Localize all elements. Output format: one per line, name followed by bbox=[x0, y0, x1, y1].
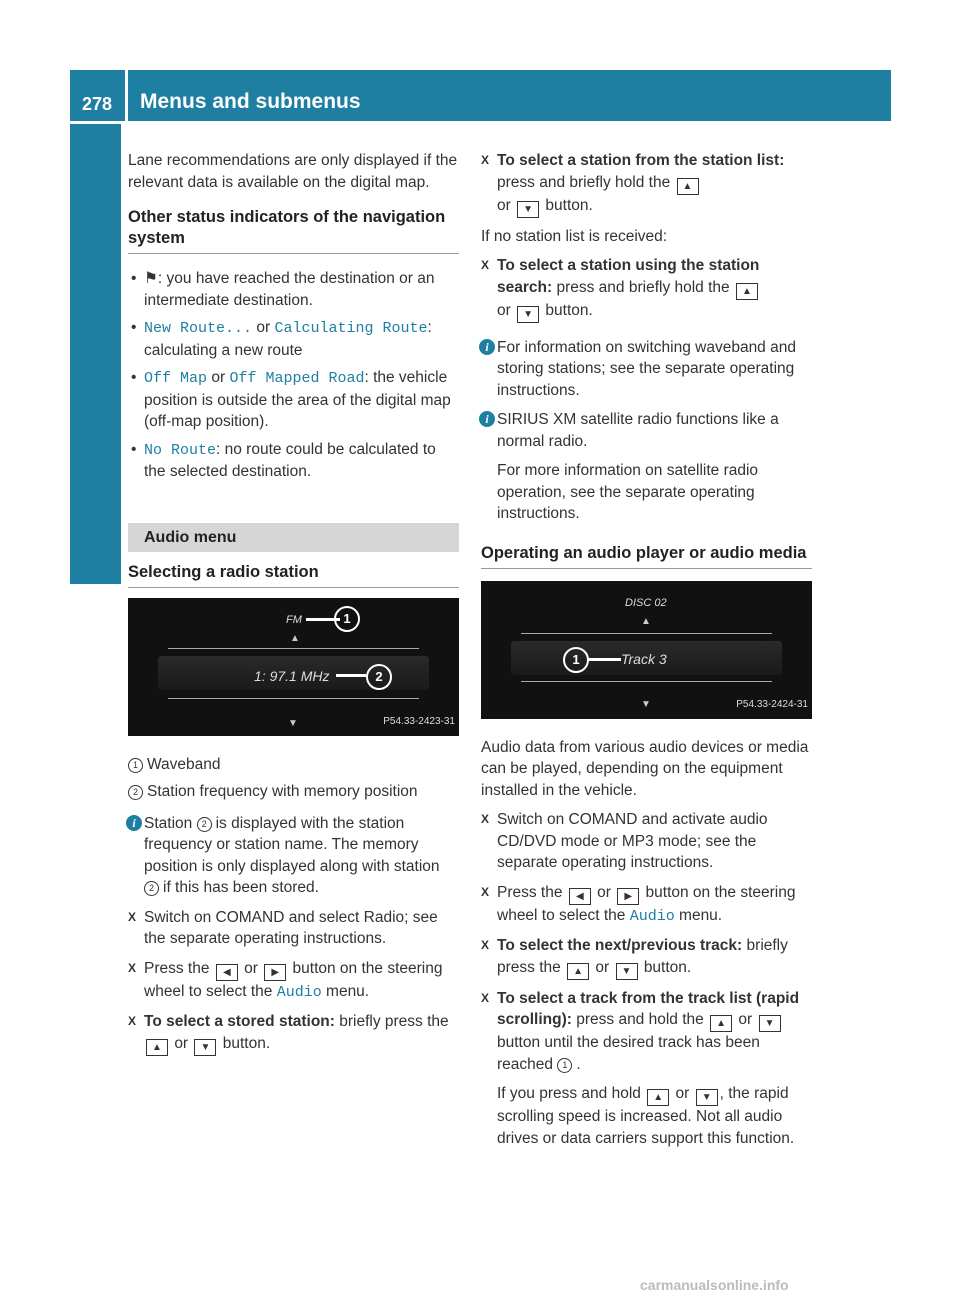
num-2-icon: 2 bbox=[128, 785, 143, 800]
callout-lead-1 bbox=[589, 658, 621, 661]
audio-player-heading: Operating an audio player or audio media bbox=[481, 543, 812, 569]
section-audio-menu: Audio menu bbox=[128, 523, 459, 552]
status-heading: Other status indicators of the navigation system bbox=[128, 207, 459, 254]
step-station-search: X To select a station using the station search: press and briefly hold the ▲ or ▼ button. bbox=[481, 255, 812, 323]
right-column bbox=[481, 150, 812, 1157]
info-icon: i bbox=[479, 411, 495, 427]
info-icon: i bbox=[126, 815, 142, 831]
image-code: P54.33-2423-31 bbox=[383, 716, 455, 727]
step-press-audio: X Press the ◀ or ▶ button on the steering wheel to select the Audio menu. bbox=[128, 959, 443, 1001]
image-code: P54.33-2424-31 bbox=[736, 699, 808, 710]
step-arrow-icon: X bbox=[128, 909, 137, 924]
info-sirius-more: For more information on satellite radio operation, see the separate operating instructions. bbox=[497, 462, 759, 522]
step-station-list: X To select a station from the station list: press and briefly hold the ▲ or ▼ button. bbox=[481, 150, 812, 218]
frequency-label: 1: 97.1 MHz bbox=[254, 667, 330, 684]
waveband-label: FM bbox=[286, 613, 302, 626]
up-key-icon: ▲ bbox=[146, 1039, 168, 1056]
step-rapid-scroll: X To select a track from the track list (rapid scrolling): press and hold the ▲ or ▼ button until the desired track has been reached 1 . bbox=[481, 989, 800, 1073]
info-waveband: i For information on switching waveband and storing stations; see the separate operating instructions. bbox=[481, 337, 812, 402]
page-number: 278 bbox=[82, 94, 113, 114]
info-station: i Station 2 is displayed with the station frequency or station name. The memory position is only displayed along with station 2 if this has been stored. bbox=[128, 813, 459, 899]
flag-icon: ⚑ bbox=[144, 270, 158, 287]
page-title: Menus and submenus bbox=[140, 90, 361, 113]
legend-1: 1 Waveband bbox=[128, 754, 459, 776]
sub-heading-radio: Selecting a radio station bbox=[128, 562, 459, 588]
right-key-icon: ▶ bbox=[264, 964, 286, 981]
down-arrow-icon: ▼ bbox=[641, 698, 651, 710]
step-activate-audio: X Switch on COMAND and activate audio CD/DVD mode or MP3 mode; see the separate operating instructions. bbox=[481, 811, 768, 871]
header-divider bbox=[125, 70, 128, 121]
down-key-icon: ▼ bbox=[194, 1039, 216, 1056]
disc-label: DISC 02 bbox=[625, 596, 667, 609]
num-1-icon: 1 bbox=[128, 758, 143, 773]
side-label: On-board computer and displays bbox=[82, 200, 105, 530]
track-label: Track 3 bbox=[621, 650, 667, 667]
left-column bbox=[128, 150, 459, 1064]
info-icon: i bbox=[479, 339, 495, 355]
step-next-track: X To select the next/previous track: briefly press the ▲ or ▼ button. bbox=[481, 935, 812, 980]
footer-watermark: carmanualsonline.info bbox=[640, 1277, 789, 1293]
up-arrow-icon: ▲ bbox=[290, 632, 300, 644]
bullet-no-route: • No Route: no route could be calculated to the selected destination. bbox=[131, 440, 436, 480]
callout-1: 1 bbox=[334, 606, 360, 632]
no-list-text: If no station list is received: bbox=[481, 227, 668, 245]
step-stored-station: X To select a stored station: briefly press the ▲ or ▼ button. bbox=[128, 1011, 459, 1056]
up-arrow-icon: ▲ bbox=[641, 615, 651, 627]
bullet-off-map: • Off Map or Off Mapped Road: the vehicle position is outside the area of the digital map (off-map position). bbox=[131, 369, 451, 430]
down-arrow-icon: ▼ bbox=[288, 717, 298, 729]
bullet-destination: • ⚑: you have reached the destination or an intermediate destination. bbox=[131, 270, 435, 309]
info-sirius: i SIRIUS XM satellite radio functions like a normal radio. bbox=[481, 409, 812, 452]
bullet-new-route: • New Route... or Calculating Route: calculating a new route bbox=[131, 319, 432, 359]
audio-screenshot bbox=[481, 581, 812, 719]
audio-paragraph: Audio data from various audio devices or media can be played, depending on the equipment installed in the vehicle. bbox=[481, 738, 809, 799]
callout-1: 1 bbox=[563, 647, 589, 673]
legend-2: 2 Station frequency with memory position bbox=[128, 781, 459, 803]
radio-screenshot bbox=[128, 598, 459, 736]
intro-text: Lane recommendations are only displayed if the relevant data is available on the digital map. bbox=[128, 152, 458, 191]
callout-2: 2 bbox=[366, 664, 392, 690]
callout-lead-2 bbox=[336, 674, 366, 677]
step-switch-on: X Switch on COMAND and select Radio; see the separate operating instructions. bbox=[128, 908, 438, 947]
rapid-scroll-note: If you press and hold ▲ or ▼ , the rapid scrolling speed is increased. Not all audio drives or data carriers support this function. bbox=[497, 1085, 795, 1147]
left-key-icon: ◀ bbox=[216, 964, 238, 981]
step-select-audio-menu: X Press the ◀ or ▶ button on the steering wheel to select the Audio menu. bbox=[481, 883, 796, 925]
